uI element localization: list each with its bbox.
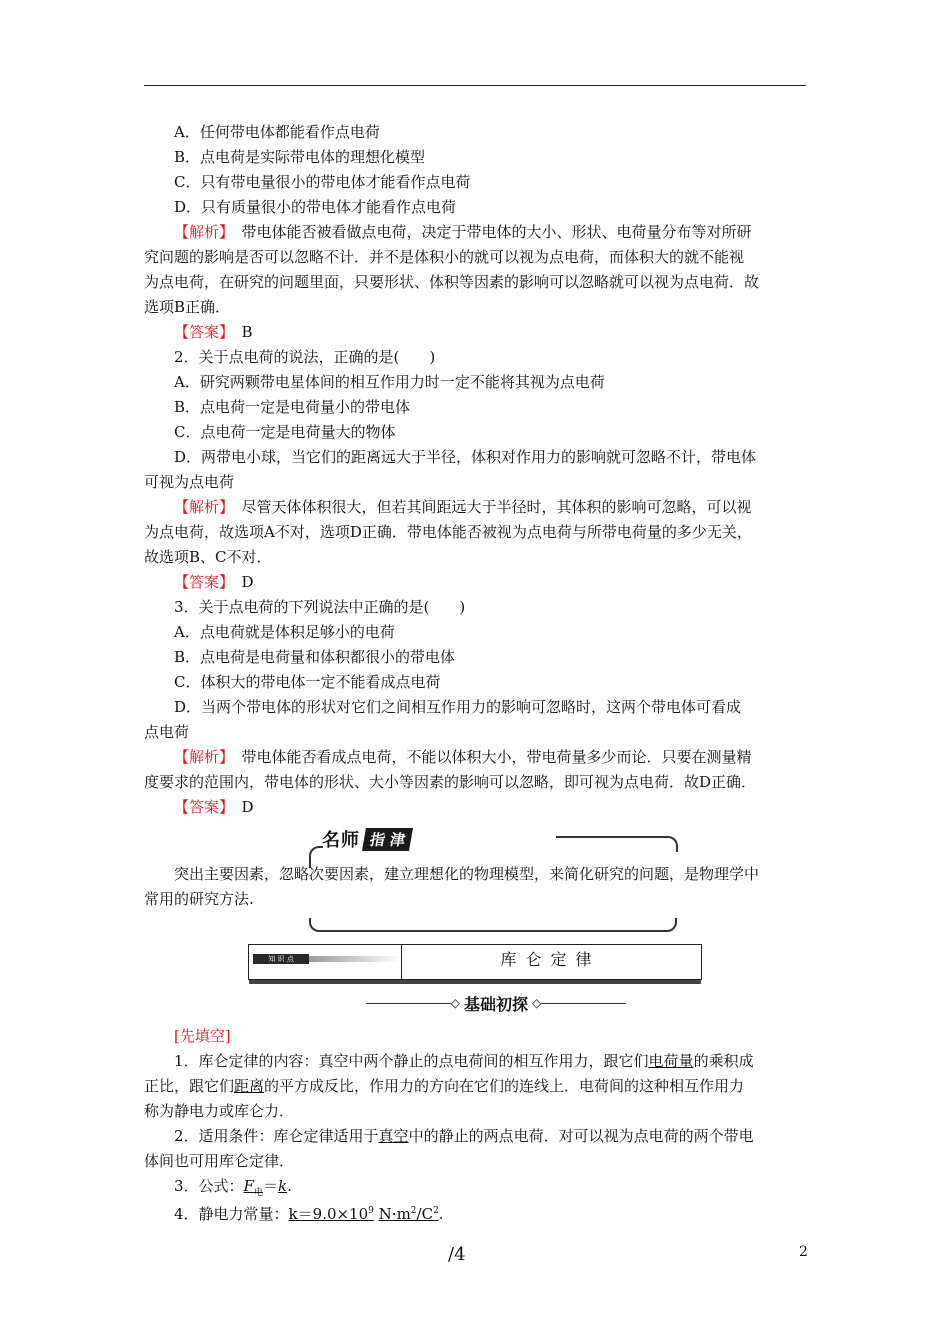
unit-nm: N·m	[378, 1205, 411, 1223]
constant-end: .	[438, 1205, 444, 1223]
q1-option-c: C．只有带电量很小的带电体才能看作点电荷	[174, 173, 471, 191]
q3-option-c: C．体积大的带电体一定不能看成点电荷	[174, 673, 441, 691]
q2-option-d: D．两带电小球，当它们的距离远大于半径，体积对作用力的影响就可忽略不计，带电体	[174, 448, 757, 466]
basic-heading-text: 基础初探	[464, 994, 529, 1014]
q1-option-d: D．只有质量很小的带电体才能看作点电荷	[174, 198, 457, 216]
q3-option-d-cont: 点电荷	[144, 723, 190, 741]
q3-option-d: D．当两个带电体的形状对它们之间相互作用力的影响可忽略时，这两个带电体可看成	[174, 698, 742, 716]
fill-text: 的平方成反比，作用力的方向在它们的连线上．电荷间的这种相互作用力	[264, 1077, 745, 1095]
answer-tag: 【答案】	[174, 798, 227, 816]
formula-k: k	[278, 1177, 288, 1195]
tip-line-1: 突出主要因素，忽略次要因素，建立理想化的物理模型，来简化研究的问题，是物理学中	[174, 865, 760, 883]
q1-option-a: A．任何带电体都能看作点电荷	[174, 123, 380, 141]
fill-tag-text: [先填空]	[174, 1027, 231, 1045]
section-header	[248, 944, 702, 980]
fill-text: 4．静电力常量：	[174, 1205, 289, 1223]
tip-frame-top	[556, 836, 678, 852]
tip-badge	[322, 826, 554, 852]
unit-exp1: 2	[410, 1206, 417, 1216]
answer-tag: 【答案】	[174, 323, 227, 341]
q1-analysis-line-3: 为点电荷，在研究的问题里面，只要形状、体积等因素的影响可以忽略就可以视为点电荷．故	[144, 273, 760, 291]
formula-blank	[243, 1177, 263, 1198]
q2-analysis-line-1	[144, 495, 806, 520]
unit-exp2: 2	[433, 1206, 439, 1216]
fill-item4-constant	[144, 1199, 806, 1224]
fill-item1-line1	[144, 1049, 806, 1074]
analysis-tag: 【解析】	[174, 498, 227, 516]
constant-exp: 9	[368, 1206, 374, 1216]
q3-stem: 3．关于点电荷的下列说法中正确的是( )	[174, 598, 466, 616]
fill-blank-answer: 真空	[378, 1127, 409, 1145]
heading-rule-right	[541, 1003, 626, 1004]
analysis-tag: 【解析】	[174, 223, 227, 241]
constant-unit	[379, 1205, 439, 1223]
formula-sub: 电	[253, 1188, 263, 1198]
tip-badge-text: 名师	[322, 830, 360, 851]
q2-answer	[144, 570, 806, 595]
q2-analysis-text: 尽管天体体积很大，但若其间距远大于半径时，其体积的影响可忽略，可以视	[226, 498, 752, 516]
q2-analysis-line-3: 故选项B、C不对．	[144, 548, 272, 566]
fill-text: 正比，跟它们	[144, 1077, 235, 1095]
fill-item3-formula	[144, 1174, 806, 1199]
q2-option-b: B．点电荷一定是电荷量小的带电体	[174, 398, 411, 416]
q1-option-b: B．点电荷是实际带电体的理想化模型	[174, 148, 426, 166]
fill-text: 中的静止的两点电荷．对可以视为点电荷的两个带电	[408, 1127, 754, 1145]
section-label: 知 识 点	[253, 954, 309, 964]
document-body	[144, 120, 806, 1224]
section-gradient	[309, 956, 401, 962]
q3-answer-value: D	[226, 798, 254, 816]
q2-option-d-cont: 可视为点电荷	[144, 473, 235, 491]
footer-page-total: /4	[448, 1244, 466, 1265]
q1-options	[144, 120, 806, 220]
fill-item1-line3: 称为静电力或库仑力．	[144, 1102, 295, 1120]
analysis-tag: 【解析】	[174, 748, 227, 766]
q3-analysis-text: 带电体能否看成点电荷，不能以体积大小，带电荷量多少而论．只要在测量精	[226, 748, 752, 766]
q3-answer	[144, 795, 806, 820]
fill-blank-answer: 距离	[234, 1077, 265, 1095]
formula-end: .	[287, 1177, 292, 1195]
formula-eq: ＝	[262, 1177, 278, 1195]
section-title: 库仑定律	[500, 950, 601, 969]
answer-tag: 【答案】	[174, 573, 227, 591]
constant-value	[289, 1205, 374, 1223]
constant-number: k＝9.0×10	[288, 1205, 369, 1223]
fill-tag	[144, 1024, 806, 1049]
formula-f: F	[243, 1177, 254, 1195]
q2-option-a: A．研究两颗带电星体间的相互作用力时一定不能将其视为点电荷	[174, 373, 605, 391]
q1-analysis-line-4: 选项B正确．	[144, 298, 231, 316]
fill-text: 3．公式：	[174, 1177, 244, 1195]
heading-rule-left	[366, 1003, 451, 1004]
fill-text: 的乘积成	[693, 1052, 754, 1070]
q1-analysis-text: 带电体能否被看做点电荷，决定于带电体的大小、形状、电荷量分布等对所研	[226, 223, 752, 241]
diamond-left-icon: ◇	[450, 996, 460, 1010]
fill-item2-line1	[144, 1124, 806, 1149]
q2-option-c: C．点电荷一定是电荷量大的物体	[174, 423, 396, 441]
footer-page-number: 2	[799, 1244, 808, 1260]
fill-item1-line2	[144, 1074, 806, 1099]
q3-analysis-line-1	[144, 745, 806, 770]
q2-stem: 2．关于点电荷的说法，正确的是( )	[174, 348, 436, 366]
q1-analysis-line-2: 究问题的影响是否可以忽略不计．并不是体积小的就可以视为点电荷，而体积大的就不能视	[144, 248, 745, 266]
unit-c: /C	[416, 1205, 434, 1223]
q2-analysis-line-2: 为点电荷，故选项A不对，选项D正确．带电体能否被视为点电荷与所带电荷量的多少无关，	[144, 523, 752, 541]
tip-frame-bottom	[309, 918, 677, 932]
q3-option-b: B．点电荷是电荷量和体积都很小的带电体	[174, 648, 456, 666]
tip-line-2: 常用的研究方法.	[144, 890, 254, 908]
fill-text: 2．适用条件：库仑定律适用于	[174, 1127, 379, 1145]
q2-answer-value: D	[226, 573, 254, 591]
section-shadow	[249, 980, 701, 984]
section-divider	[401, 945, 402, 979]
diamond-right-icon: ◇	[532, 996, 542, 1010]
q3-analysis-line-2: 度要求的范围内，带电体的形状、大小等因素的影响可以忽略，即可视为点电荷．故D正确．	[144, 773, 757, 791]
tip-text	[144, 862, 806, 912]
q3-option-a: A．点电荷就是体积足够小的电荷	[174, 623, 395, 641]
basic-heading	[366, 988, 626, 1018]
fill-blank-answer: 电荷量	[648, 1052, 694, 1070]
q1-answer	[144, 320, 806, 345]
fill-item2-line2: 体间也可用库仑定律．	[144, 1152, 295, 1170]
top-rule	[144, 85, 806, 86]
fill-text: 1．库仑定律的内容：真空中两个静止的点电荷间的相互作用力，跟它们	[174, 1052, 649, 1070]
q1-analysis-line-1	[144, 220, 806, 245]
teacher-tip-box	[144, 826, 806, 938]
q1-answer-value: B	[226, 323, 253, 341]
tip-badge-highlight: 指 津	[362, 828, 413, 851]
